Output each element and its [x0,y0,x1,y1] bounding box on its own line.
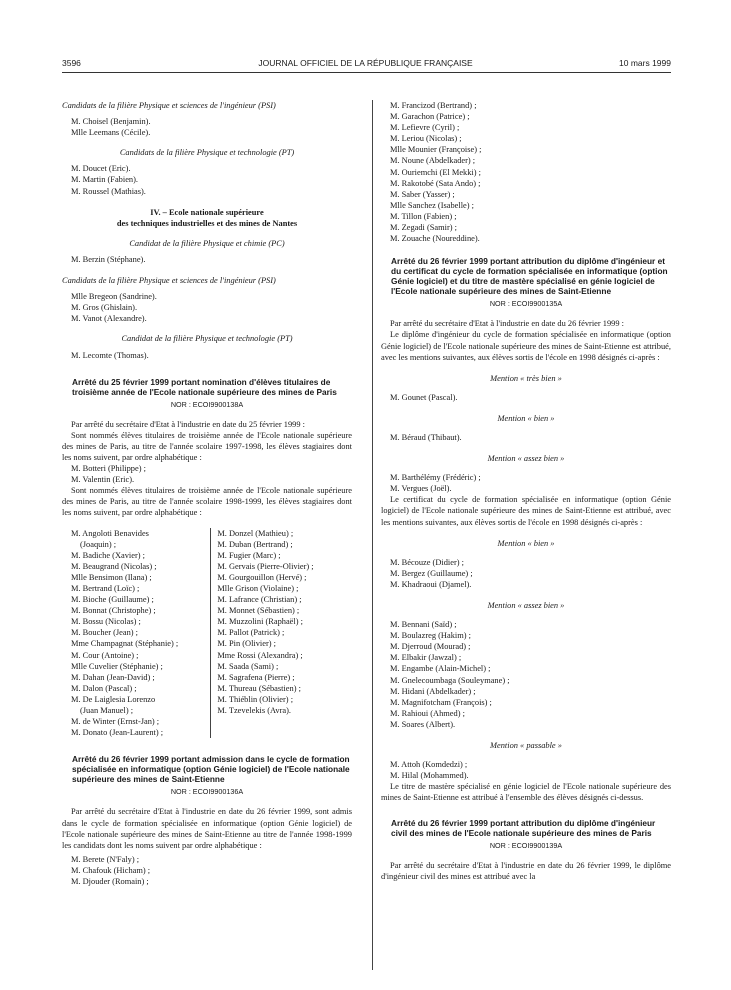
list-item: M. Gervais (Pierre-Olivier) ; [217,561,314,571]
list-item: M. Sagrafena (Pierre) ; [217,672,295,682]
section-subtitle: Candidats de la filière Physique et sciences de l'ingénieur (PSI) [62,101,276,110]
paragraph: Le diplôme d'ingénieur du cycle de formation spécialisée en informatique (option Génie logiciel) de l'Ecole nationale supérieure des mines de Saint-Etienne est attribué, avec les mentions suivantes, aux élèves sortis de l'école en 1998 désignés ci-après : [381,330,671,362]
list-item: M. Muzzolini (Raphaël) ; [217,617,303,627]
list-item: M. Elbakir (Jawzal) ; [390,653,462,663]
paragraph: Sont nommés élèves titulaires de troisième année de l'Ecole nationale supérieure des mines de Paris, au titre de l'année scolaire 1997-1998, les élèves stagiaires dont les noms suivent, par ordre alphabétique : [62,430,352,462]
list-item: M. Donzel (Mathieu) ; [217,528,294,538]
paragraph: Par arrêté du secrétaire d'Etat à l'industrie en date du 26 février 1999, sont admis dans le cycle de formation spécialisée en informatique (option Génie logiciel) de l'Ecole nationale supérieure des mines de Saint-Etienne au titre de l'année 1998-1999 les candidats dont les noms suivent par ordre alphabétique : [62,807,352,850]
list-item: M. Pallot (Patrick) ; [217,628,285,638]
list-item: M. Vergues (Joël). [390,484,452,494]
name-list [381,472,671,494]
list-item: M. Dalon (Pascal) ; [71,683,137,693]
list-item: M. Khadraoui (Djamel). [390,579,472,589]
arrete-title: Arrêté du 26 février 1999 portant attribution du diplôme d'ingénieur civil des mines de l'Ecole nationale supérieure des mines de Paris [391,817,656,838]
list-item: M. Chafouk (Hicham) ; [71,865,151,875]
mention-heading: Mention « assez bien » [487,601,565,610]
list-item: M. Soares (Albert). [390,719,456,729]
right-column [381,100,671,882]
paragraph: Par arrêté du secrétaire d'Etat à l'industrie en date du 25 février 1999 : [71,419,305,429]
list-item: M. Djerroud (Mourad) ; [390,642,471,652]
list-item: M. Garachon (Patrice) ; [390,112,470,122]
list-item: Mlle Sanchez (Isabelle) ; [390,200,474,210]
list-item: M. Vanot (Alexandre). [71,314,147,324]
issue-date: 10 mars 1999 [619,58,671,68]
name-list [381,100,671,244]
section-subtitle: Candidat de la filière Physique et chimie (PC) [129,238,285,248]
page-number: 3596 [62,58,81,68]
list-item: M. Engambe (Alain-Michel) ; [390,664,491,674]
list-item: M. Saber (Yasser) ; [390,189,455,199]
name-list [62,254,352,265]
list-item: M. Rakotobé (Sata Ando) ; [390,178,481,188]
name-list-col2 [210,528,352,739]
list-item: M. Gnelecoumbaga (Souleymane) ; [390,675,510,685]
paragraph: Le titre de mastère spécialisé en génie logiciel de l'Ecole nationale supérieure des mines de Saint-Etienne est attribué à l'ensemble des élèves désignés ci-dessus. [381,782,671,803]
school-heading: des techniques industrielles et des mines de Nantes [116,218,298,228]
name-list-col1 [62,528,210,739]
list-item: M. Lecomte (Thomas). [71,350,149,360]
list-item: M. Hidani (Abdelkader) ; [390,686,476,696]
list-item: Mme Rossi (Alexandra) ; [217,650,303,660]
list-item: M. Zegadi (Samir) ; [390,223,457,233]
list-item: Mlle Cuvelier (Stéphanie) ; [71,661,163,671]
list-item: M. Valentin (Eric). [71,475,135,485]
name-list [381,759,671,781]
list-item: M. Roussel (Mathias). [71,186,146,196]
list-item: M. Hilal (Mohammed). [390,771,469,781]
section-subtitle: Candidats de la filière Physique et technologie (PT) [119,148,295,158]
arrete-title: Arrêté du 26 février 1999 portant attribution du diplôme d'ingénieur et du certificat du cycle de formation spécialisée en informatique (option Génie logiciel) et du titre de mastère spécialisé en génie logiciel de l'Ecole nationale supérieure des mines de Saint-Etienne [391,256,668,297]
list-item: M. Thureau (Sébastien) ; [217,683,301,693]
name-list [62,163,352,196]
list-item: M. Beaugrand (Nicolas) ; [71,561,157,571]
list-item: M. Botteri (Philippe) ; [71,464,146,474]
header-rule [62,72,671,73]
arrete-title: Arrêté du 26 février 1999 portant admission dans le cycle de formation spécialisée en informatique (option Génie logiciel) de l'Ecole nationale supérieure des mines de Saint-Etienne [72,754,350,785]
list-item: M. Magnifotcham (François) ; [390,697,492,707]
list-item: Mlle Mounier (Françoise) ; [390,145,482,155]
list-item: M. Zouache (Noureddine). [390,234,480,244]
name-list [381,619,671,730]
list-item: M. Gounet (Pascal). [390,392,458,402]
mention-heading: Mention « passable » [490,741,562,751]
paragraph: Sont nommés élèves titulaires de troisième année de l'Ecole nationale supérieure des mines de Paris, au titre de l'année scolaire 1998-1999, les élèves stagiaires dont les noms suivent, par ordre alphabétique : [62,486,352,518]
list-item: M. Pin (Olivier) ; [217,639,276,649]
school-heading: IV. – Ecole nationale supérieure [150,207,264,217]
list-item: M. Angoloti Benavides [71,528,149,538]
list-item: M. Bennani (Saïd) ; [390,620,457,630]
list-item: M. Dahan (Jean-David) ; [71,672,155,682]
nor-reference: NOR : ECOI9900135A [489,299,563,309]
nor-reference: NOR : ECOI9900138A [170,399,244,409]
list-item: M. Noune (Abdelkader) ; [390,156,476,166]
name-list [381,392,671,403]
list-item: M. Tillon (Fabien) ; [390,211,457,221]
section-subtitle: Candidat de la filière Physique et technologie (PT) [121,334,293,344]
list-item: M. Duban (Bertrand) ; [217,539,293,549]
list-item: M. Berete (N'Faly) ; [71,854,140,864]
list-item: M. Thiéblin (Olivier) ; [217,694,294,704]
list-item: M. Martin (Fabien). [71,175,138,185]
list-item: Mlle Grison (Violaine) ; [217,584,299,593]
list-item: M. Francizod (Bertrand) ; [390,101,477,110]
nor-reference: NOR : ECOI9900139A [489,840,563,850]
list-item: M. Lefievre (Cyril) ; [390,123,460,133]
list-item: M. Ouriemchi (El Mekki) ; [390,167,481,177]
mention-heading: Mention « bien » [497,413,555,423]
name-list [381,432,671,443]
nor-reference: NOR : ECOI9900136A [170,787,244,797]
list-item: (Juan Manuel) ; [80,706,134,716]
journal-title: JOURNAL OFFICIEL DE LA RÉPUBLIQUE FRANÇAISE [258,58,473,68]
two-column-list [62,528,352,739]
paragraph: Le certificat du cycle de formation spécialisée en informatique (option Génie logiciel) de l'Ecole nationale supérieure des mines de Saint-Etienne est attribué, avec les mentions suivantes, aux élèves sortis de l'école en 1998 désignés ci-après : [381,495,671,527]
list-item: M. Saada (Sami) ; [217,661,279,671]
name-list [62,854,352,887]
paragraph: Par arrêté du secrétaire d'Etat à l'industrie en date du 26 février 1999, le diplôme d'ingénieur civil des mines est attribué avec la [381,860,671,881]
list-item: M. Gourgouillon (Hervé) ; [217,572,307,582]
list-item: M. Attoh (Komdedzi) ; [390,760,468,770]
list-item: M. de Winter (Ernst-Jan) ; [71,717,160,727]
name-list [62,463,352,485]
list-item: M. Bonnat (Christophe) ; [71,606,156,616]
list-item: M. Barthélémy (Frédéric) ; [390,473,481,483]
list-item: M. Béraud (Thibaut). [390,432,462,442]
list-item: M. Fugier (Marc) ; [217,550,281,560]
column-divider [372,100,373,970]
list-item: Mme Champagnat (Stéphanie) ; [71,639,179,649]
list-item: M. Berzin (Stéphane). [71,254,146,264]
mention-heading: Mention « bien » [497,538,555,548]
list-item: M. Cour (Antoine) ; [71,650,139,660]
list-item: M. Bertrand (Loïc) ; [71,584,140,593]
section-subtitle: Candidats de la filière Physique et sciences de l'ingénieur (PSI) [62,276,276,286]
mention-heading: Mention « assez bien » [487,454,565,464]
list-item: M. Bioche (Guillaume) ; [71,595,154,605]
list-item: M. Choisel (Benjamin). [71,117,151,127]
list-item: M. Bécouze (Didier) ; [390,557,464,567]
list-item: M. Badiche (Xavier) ; [71,550,145,560]
mention-heading: Mention « très bien » [490,373,562,383]
list-item: M. Bergez (Guillaume) ; [390,568,473,578]
list-item: M. Boulazreg (Hakim) ; [390,631,471,641]
name-list [381,557,671,590]
list-item: (Joaquin) ; [80,539,117,549]
paragraph: Par arrêté du secrétaire d'Etat à l'industrie en date du 26 février 1999 : [390,319,624,329]
list-item: M. Gros (Ghislain). [71,303,138,313]
list-item: Mlle Bensimon (Ilana) ; [71,572,152,582]
name-list [62,116,352,138]
list-item: M. Bossu (Nicolas) ; [71,617,141,627]
list-item: M. Rahioui (Ahmed) ; [390,708,465,718]
list-item: M. Djouder (Romain) ; [71,876,149,886]
name-list [62,291,352,324]
list-item: Mlle Bregeon (Sandrine). [71,292,157,302]
arrete-title: Arrêté du 25 février 1999 portant nomination d'élèves titulaires de troisième année de l'Ecole nationale supérieure des mines de Paris [72,376,337,397]
list-item: M. Lafrance (Christian) ; [217,595,302,605]
list-item: Mlle Leemans (Cécile). [71,128,151,138]
list-item: M. Donato (Jean-Laurent) ; [71,728,164,738]
list-item: M. Doucet (Eric). [71,164,131,174]
list-item: M. De Laiglesia Lorenzo [71,694,156,704]
list-item: M. Monnet (Sébastien) ; [217,606,300,616]
list-item: M. Boucher (Jean) ; [71,628,138,638]
left-column [62,100,352,887]
list-item: M. Tzevelekis (Avra). [217,706,291,716]
name-list [62,350,352,361]
list-item: M. Leriou (Nicolas) ; [390,134,462,144]
